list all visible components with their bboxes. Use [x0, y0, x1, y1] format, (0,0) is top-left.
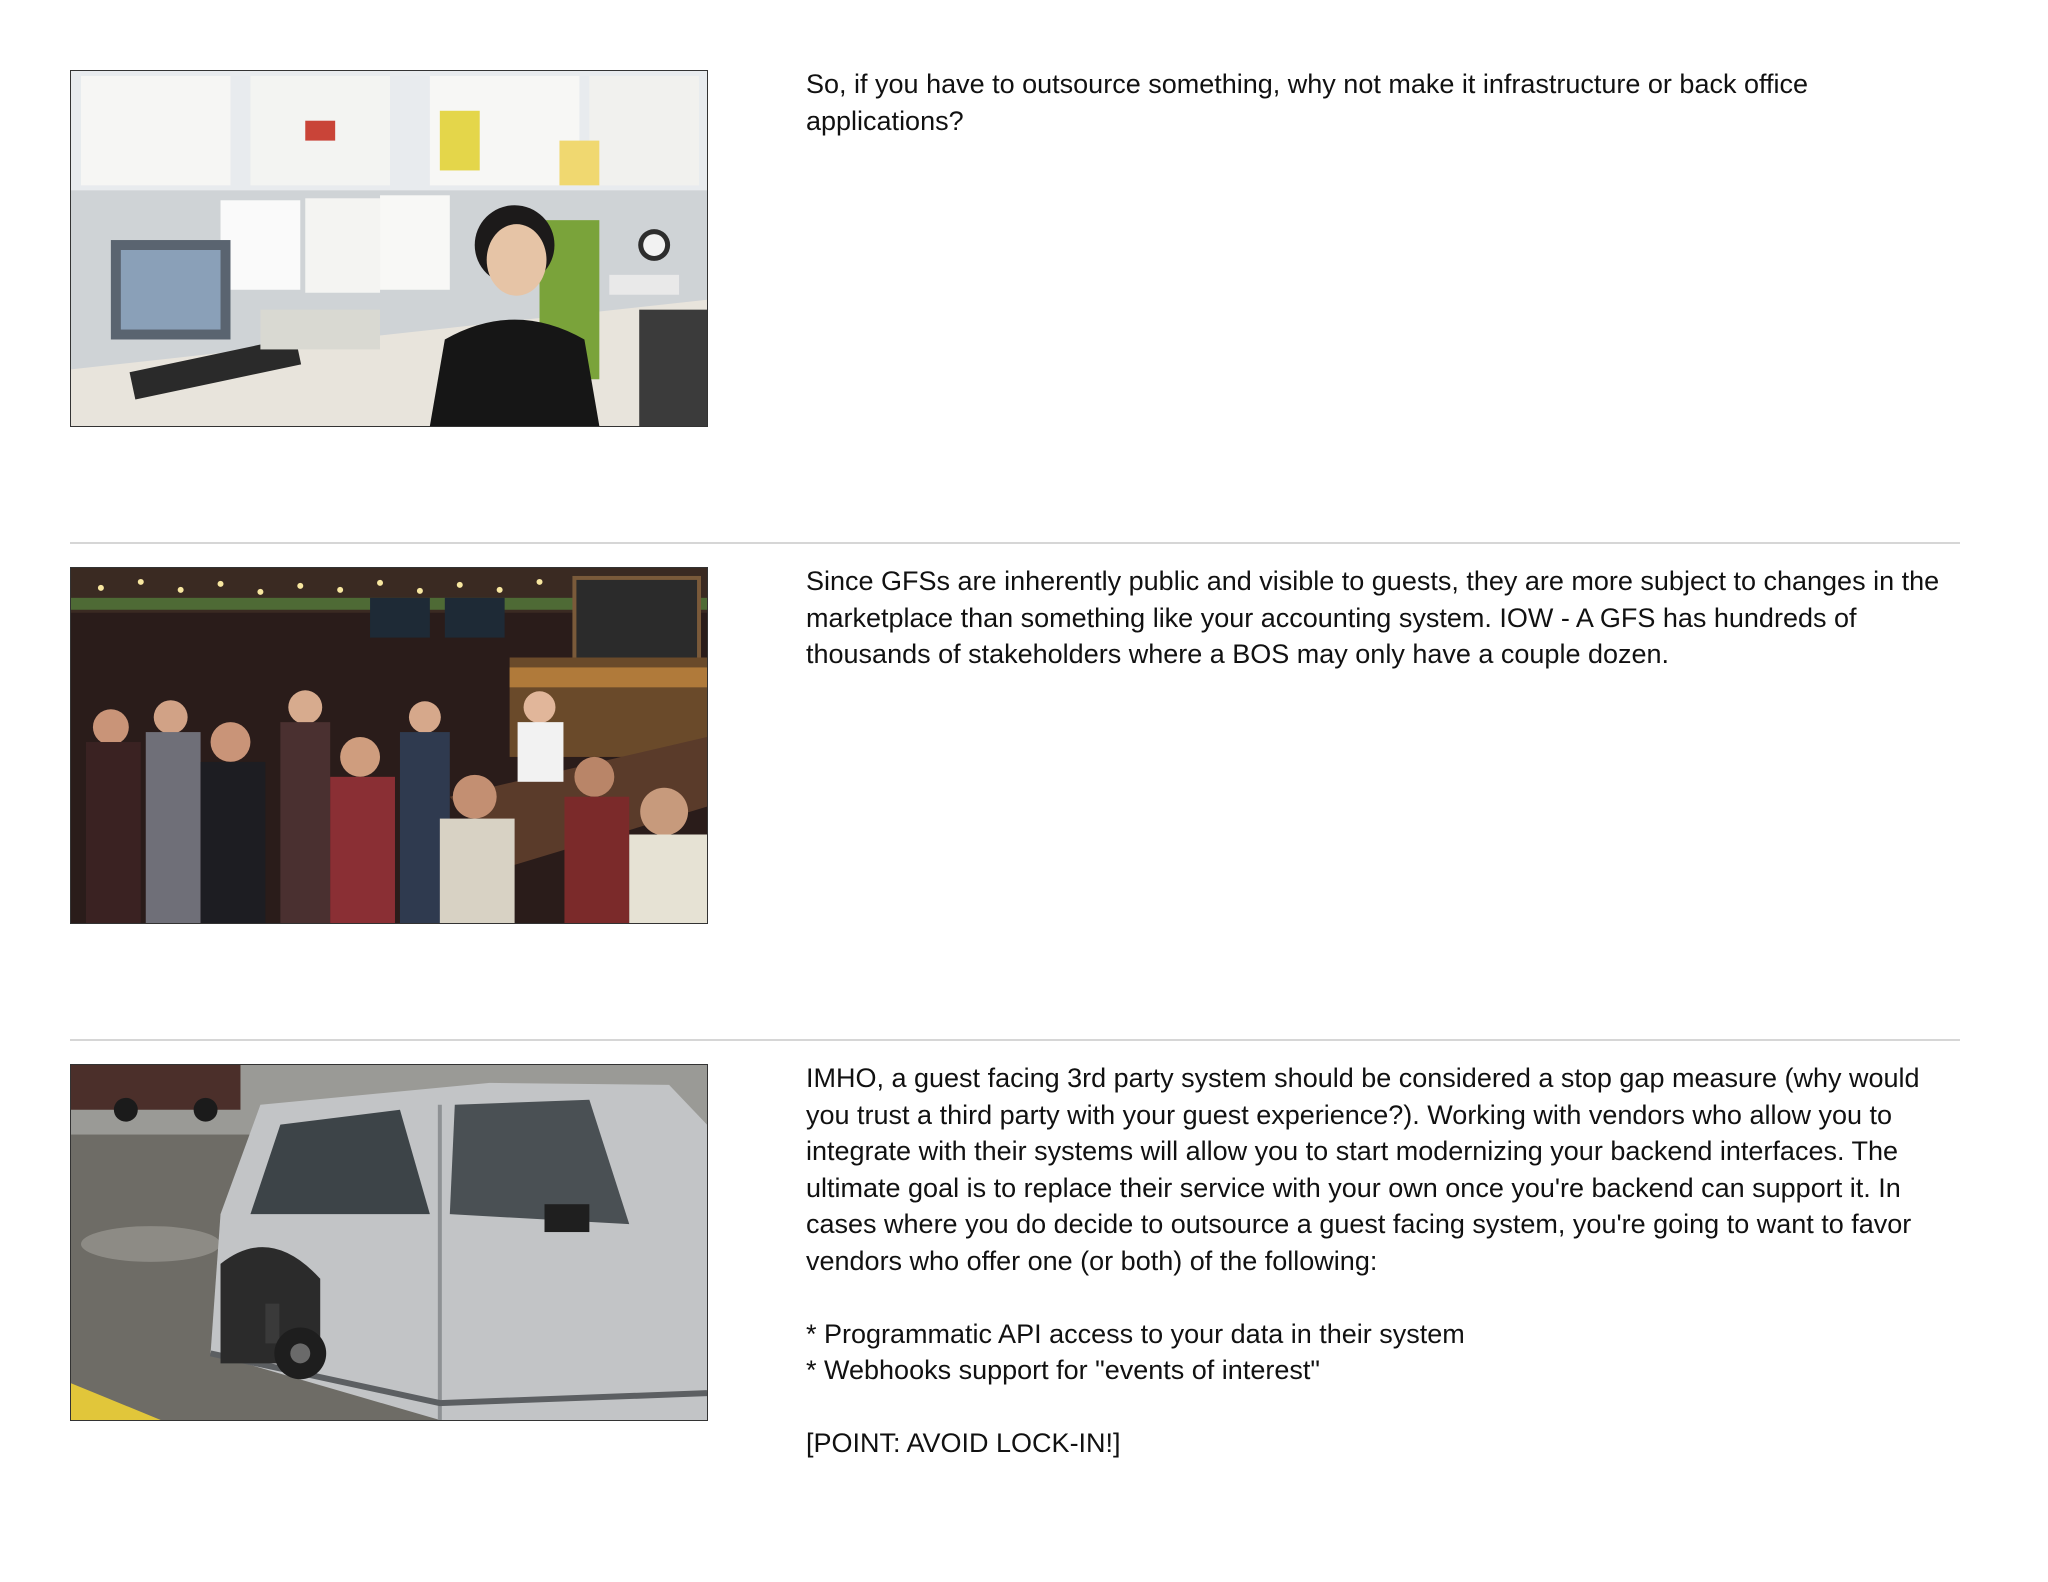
- divider: [70, 1039, 1960, 1041]
- divider: [70, 542, 1960, 544]
- note-text: IMHO, a guest facing 3rd party system should be considered a stop gap measure (why would you trust a third party with your guest experience?). Working with vendors who allow you to integrate with their systems will allow you to start modernizing your backend interfaces. The ultimate goal is to replace their service with your own once you're backend can support it. In cases where you do decide to outsource a guest facing system, you're going to want to favor vendors who offer one (or both) of the following: * Programmatic API access to your data in their system * Webhooks support for "events of interest" [POINT: AVOID LOCK-IN!]: [806, 1063, 1920, 1458]
- note-text: Since GFSs are inherently public and visible to guests, they are more subject to changes in the marketplace than something like your accounting system. IOW - A GFS has hundreds of thousands of stakeholders where a BOS may only have a couple dozen.: [806, 566, 1947, 669]
- office-call-center-photo: [70, 70, 708, 427]
- crowded-bar-photo: [70, 567, 708, 924]
- note-text: So, if you have to outsource something, why not make it infrastructure or back office applications?: [806, 69, 1816, 136]
- car-on-caster-wheel-photo: [70, 1064, 708, 1421]
